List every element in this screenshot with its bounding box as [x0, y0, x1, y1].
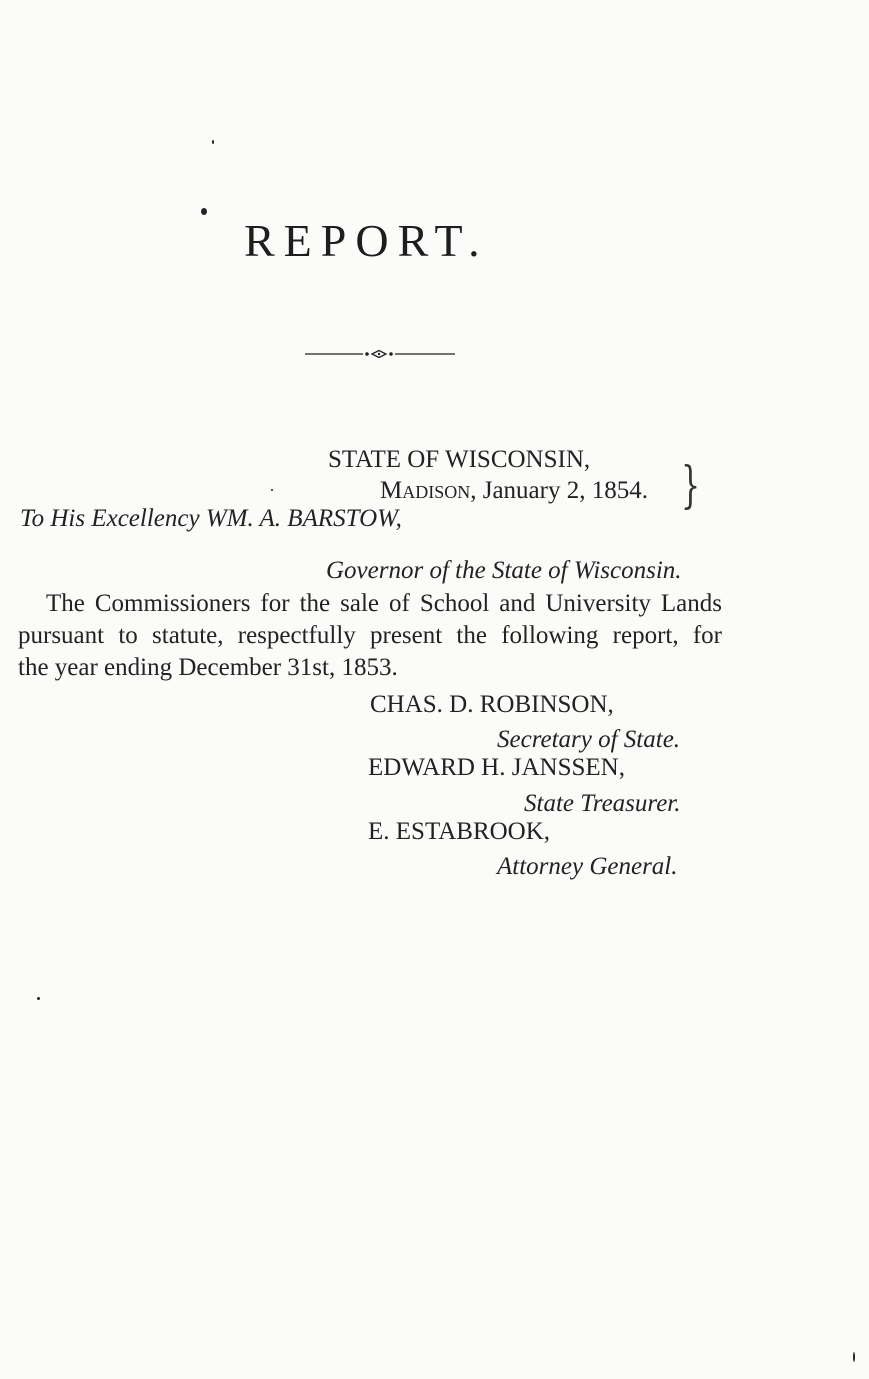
place-name: Madison — [380, 477, 471, 504]
scan-speck — [37, 997, 40, 1000]
body-line: the year ending December 31st, 1853. — [18, 654, 398, 681]
report-title: REPORT. — [244, 215, 489, 266]
body-line: The Commissioners for the sale of School and University Lands — [46, 590, 722, 617]
heading-brace: } — [681, 456, 701, 514]
signatory-role: Attorney General. — [497, 853, 678, 880]
scan-speck — [212, 140, 214, 144]
scan-speck — [201, 208, 207, 215]
place-date-line — [380, 477, 648, 505]
signatory-name: EDWARD H. JANSSEN, — [368, 754, 625, 781]
state-heading: STATE OF WISCONSIN, — [328, 446, 591, 473]
scan-speck — [271, 489, 273, 491]
signatory-role: Secretary of State. — [497, 726, 681, 753]
body-line: pursuant to statute, respectfully present the following report, for — [18, 622, 722, 649]
signatory-role: State Treasurer. — [524, 790, 681, 817]
scan-speck — [853, 1352, 855, 1362]
ornament-divider — [305, 347, 455, 361]
signatory-name: E. ESTABROOK, — [368, 818, 551, 845]
report-body — [18, 588, 722, 684]
addressee-line: To His Excellency WM. A. BARSTOW, — [20, 505, 402, 532]
date-text: , January 2, 1854. — [470, 477, 648, 504]
signatory-name: CHAS. D. ROBINSON, — [370, 691, 614, 718]
addressee-title: Governor of the State of Wisconsin. — [326, 557, 682, 584]
